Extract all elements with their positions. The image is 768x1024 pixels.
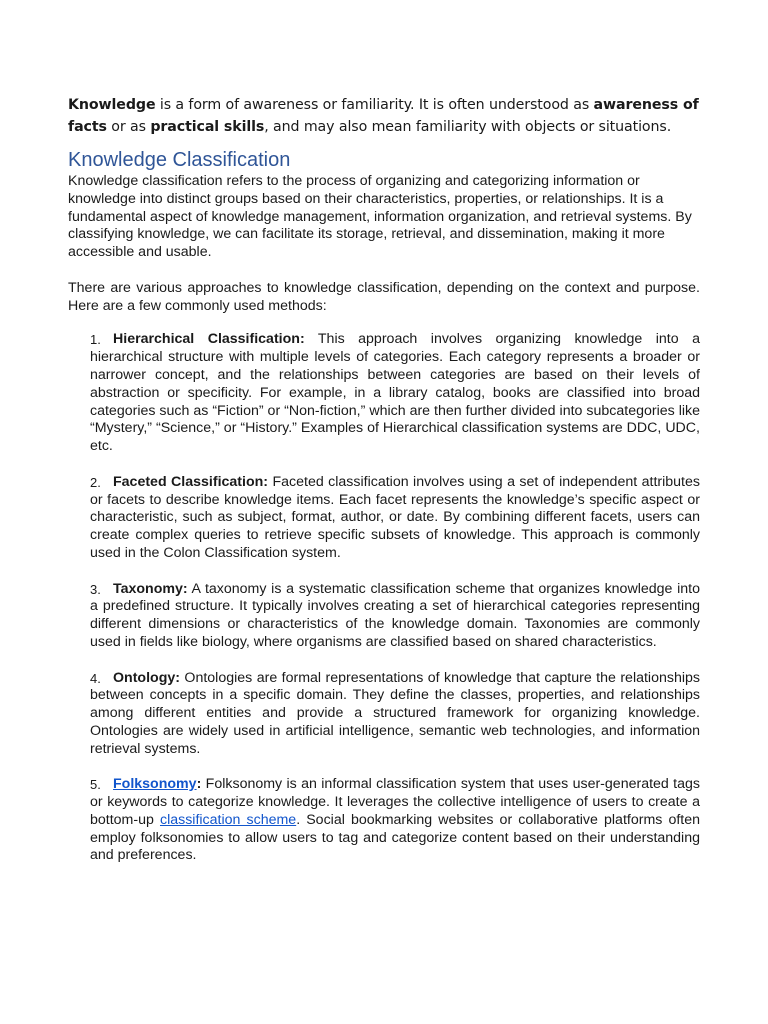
- method-description: A taxonomy is a systematic classification scheme that organizes knowledge into a predefined structure. It typically involves creating a set of hierarchical categories representing different dimensions or characteristics of the knowledge domain. Taxonomies are commonly used in fields like biology, where organisms are classified based on shared characteristics.: [90, 580, 700, 650]
- list-item: [68, 331, 700, 456]
- list-number: 1.: [90, 332, 101, 348]
- section-paragraph-2: There are various approaches to knowledge classification, depending on the context and purpose. Here are a few commonly used methods:: [68, 279, 700, 314]
- classification-scheme-link[interactable]: classification scheme: [159, 811, 297, 828]
- list-number: 5.: [90, 777, 101, 793]
- folksonomy-link[interactable]: Folksonomy: [113, 776, 197, 793]
- method-term: Ontology:: [113, 669, 180, 686]
- folksonomy-colon: :: [196, 776, 202, 793]
- intro-term-knowledge: Knowledge: [68, 97, 156, 113]
- intro-text: , and may also mean familiarity with objects or situations.: [264, 119, 672, 135]
- method-description: Ontologies are formal representations of knowledge that capture the relationships between concepts in a specific domain. They define the classes, properties, and relationships among different entities and provide a structured framework for organizing knowledge. Ontologies are widely used in artificial intelligence, semantic web technologies, and information retrieval systems.: [90, 669, 700, 757]
- list-number: 2.: [90, 474, 101, 490]
- section-paragraph-1: Knowledge classification refers to the process of organizing and categorizing information or knowledge into distinct groups based on their characteristics, properties, or relationships. It is a fundamental aspect of knowledge management, information organization, and retrieval systems. By classifying knowledge, we can facilitate its storage, retrieval, and dissemination, making it more accessible and usable.: [68, 173, 692, 261]
- method-term: Faceted Classification:: [113, 473, 269, 490]
- intro-term-practical-skills: practical skills: [150, 119, 265, 135]
- intro-paragraph: [68, 94, 700, 138]
- method-description: Folksonomy is an informal classification system that uses user-generated tags or keywords to categorize knowledge. It leverages the collective intelligence of users to create a bottom-up: [90, 776, 700, 828]
- methods-list: [68, 331, 700, 865]
- intro-text: is a form of awareness or familiarity. It is often understood as: [155, 97, 594, 113]
- method-term: Hierarchical Classification:: [113, 331, 305, 348]
- list-item: [68, 581, 700, 652]
- section-heading: Knowledge Classification: [68, 149, 291, 171]
- list-item: [68, 670, 700, 759]
- document-page: [68, 94, 700, 883]
- list-number: 4.: [90, 670, 101, 686]
- intro-text: or as: [106, 119, 151, 135]
- method-description: This approach involves organizing knowledge into a hierarchical structure with multiple levels of categories. Each category represents a broader or narrower concept, and the relationships between categories are based on their levels of abstraction or specificity. For example, in a library catalog, books are classified into broad categories such as “Fiction” or “Non-fiction,” which are then further divided into subcategories like “Mystery,” “Science,” or “History.” Examples of Hierarchical classification systems are DDC, UDC, etc.: [90, 331, 700, 455]
- list-number: 3.: [90, 581, 101, 597]
- method-description: . Social bookmarking websites or collaborative platforms often employ folksonomies to allow users to tag and categorize content based on their understanding and preferences.: [90, 811, 700, 864]
- method-term: Taxonomy:: [113, 580, 188, 597]
- list-item: [68, 776, 700, 865]
- intro-term-awareness: awareness of facts: [68, 97, 699, 135]
- method-description: Faceted classification involves using a set of independent attributes or facets to describe knowledge items. Each facet represents the knowledge’s specific aspect or characteristic, such as subject, format, author, or date. By combining different facets, users can create complex queries to retrieve specific subsets of knowledge. This approach is commonly used in the Colon Classification system.: [90, 473, 700, 561]
- list-item: [68, 474, 700, 563]
